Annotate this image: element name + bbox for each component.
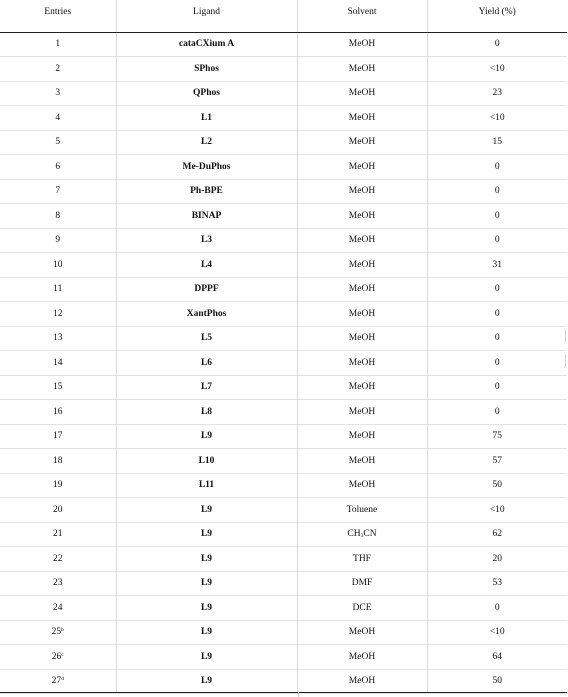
yield-cell: 20 bbox=[427, 547, 567, 572]
yield-cell: <10 bbox=[427, 620, 567, 645]
solvent-name: MeOH bbox=[348, 676, 376, 687]
solvent-cell bbox=[297, 547, 427, 572]
solvent-cell bbox=[297, 106, 427, 131]
table-row bbox=[0, 57, 567, 82]
entry-cell bbox=[0, 449, 116, 474]
solvent-name: MeOH bbox=[348, 259, 376, 270]
ligand-cell: SPhos bbox=[116, 57, 297, 82]
entry-number: 23 bbox=[53, 578, 63, 589]
entry-cell bbox=[0, 179, 116, 204]
ligand-cell: L6 bbox=[116, 351, 297, 376]
header-row bbox=[0, 0, 567, 32]
solvent-name: MeOH bbox=[348, 235, 376, 246]
solvent-name: MeOH bbox=[348, 627, 376, 638]
ligand-cell: L8 bbox=[116, 400, 297, 425]
solvent-name: MeOH bbox=[348, 333, 376, 344]
solvent-name: MeOH bbox=[348, 480, 376, 491]
table-row bbox=[0, 32, 567, 57]
ligand-cell: L11 bbox=[116, 473, 297, 498]
entry-cell bbox=[0, 106, 116, 131]
ligand-cell: L2 bbox=[116, 130, 297, 155]
yield-cell: 0 bbox=[427, 32, 567, 57]
entry-number: 6 bbox=[55, 161, 61, 172]
ligand-cell: L9 bbox=[116, 498, 297, 523]
solvent-cell bbox=[297, 424, 427, 449]
entry-cell bbox=[0, 547, 116, 572]
entry-number: 19 bbox=[53, 480, 63, 491]
solvent-cell bbox=[297, 400, 427, 425]
entry-number: 9 bbox=[55, 235, 61, 246]
table-row bbox=[0, 302, 567, 327]
solvent-cell bbox=[297, 375, 427, 400]
ligand-cell: L9 bbox=[116, 645, 297, 670]
yield-cell: 23 bbox=[427, 81, 567, 106]
ligand-cell: L5 bbox=[116, 326, 297, 351]
entry-cell bbox=[0, 155, 116, 180]
table-row bbox=[0, 326, 567, 351]
entry-number: 18 bbox=[53, 455, 63, 466]
solvent-name: DMF bbox=[351, 578, 373, 589]
solvent-cell bbox=[297, 498, 427, 523]
entry-cell bbox=[0, 57, 116, 82]
ligand-cell: BINAP bbox=[116, 204, 297, 229]
table-header bbox=[0, 0, 567, 32]
solvent-cell bbox=[297, 179, 427, 204]
ligand-cell: L9 bbox=[116, 596, 297, 621]
yield-cell: <10 bbox=[427, 498, 567, 523]
ligand-cell: Me-DuPhos bbox=[116, 155, 297, 180]
entry-cell bbox=[0, 32, 116, 57]
table-row bbox=[0, 179, 567, 204]
table-row bbox=[0, 228, 567, 253]
entry-number: 25 bbox=[51, 627, 62, 638]
solvent-name: MeOH bbox=[348, 651, 376, 662]
header-entries: Entries bbox=[0, 0, 116, 32]
table-row bbox=[0, 277, 567, 302]
entry-cell bbox=[0, 326, 116, 351]
entry-cell bbox=[0, 375, 116, 400]
entry-cell bbox=[0, 277, 116, 302]
entry-number: 4 bbox=[55, 112, 61, 123]
solvent-name: MeOH bbox=[348, 88, 376, 99]
ligand-cell: XantPhos bbox=[116, 302, 297, 327]
table-row bbox=[0, 400, 567, 425]
entry-cell bbox=[0, 596, 116, 621]
solvent-cell bbox=[297, 620, 427, 645]
table-row bbox=[0, 204, 567, 229]
solvent-cell bbox=[297, 522, 427, 547]
entry-number: 27 bbox=[51, 676, 62, 687]
solvent-name: CH bbox=[347, 529, 361, 540]
yield-cell: 0 bbox=[427, 596, 567, 621]
header-yield: Yield (%) bbox=[427, 0, 567, 32]
yield-cell: <10 bbox=[427, 57, 567, 82]
table-row bbox=[0, 645, 567, 670]
ligand-cell: L3 bbox=[116, 228, 297, 253]
ligand-cell: L9 bbox=[116, 571, 297, 596]
header-ligand: Ligand bbox=[116, 0, 297, 32]
table-row bbox=[0, 571, 567, 596]
entry-number: 24 bbox=[53, 602, 63, 613]
entry-footnote-mark: b bbox=[61, 627, 64, 634]
table-row bbox=[0, 351, 567, 376]
table-row bbox=[0, 596, 567, 621]
solvent-name-tail: CN bbox=[363, 529, 377, 540]
ligand-cell: L9 bbox=[116, 669, 297, 694]
yield-cell: 53 bbox=[427, 571, 567, 596]
yield-cell: 50 bbox=[427, 669, 567, 694]
entry-number: 16 bbox=[53, 406, 63, 417]
solvent-name: MeOH bbox=[348, 455, 376, 466]
ligand-cell: L4 bbox=[116, 253, 297, 278]
entry-cell bbox=[0, 645, 116, 670]
solvent-name: MeOH bbox=[348, 137, 376, 148]
yield-cell: 0 bbox=[427, 277, 567, 302]
solvent-cell bbox=[297, 277, 427, 302]
yield-cell: 0 bbox=[427, 155, 567, 180]
solvent-name: MeOH bbox=[348, 112, 376, 123]
entry-number: 21 bbox=[53, 529, 63, 540]
entry-cell bbox=[0, 351, 116, 376]
yield-cell: 0 bbox=[427, 228, 567, 253]
solvent-cell bbox=[297, 351, 427, 376]
table-bottom-rule bbox=[0, 692, 567, 693]
entry-number: 20 bbox=[53, 504, 63, 515]
table-row bbox=[0, 155, 567, 180]
solvent-cell bbox=[297, 130, 427, 155]
entry-cell bbox=[0, 228, 116, 253]
solvent-name: THF bbox=[353, 553, 371, 564]
entry-number: 10 bbox=[53, 259, 63, 270]
table-body bbox=[0, 32, 567, 694]
entry-number: 14 bbox=[53, 357, 63, 368]
yield-cell: 0 bbox=[427, 375, 567, 400]
table-row bbox=[0, 424, 567, 449]
table-row bbox=[0, 106, 567, 131]
solvent-cell bbox=[297, 81, 427, 106]
table-row bbox=[0, 522, 567, 547]
ligand-cell: L9 bbox=[116, 522, 297, 547]
solvent-name: MeOH bbox=[348, 284, 376, 295]
table-row bbox=[0, 547, 567, 572]
entry-number: 8 bbox=[55, 210, 61, 221]
entry-number: 13 bbox=[53, 333, 63, 344]
yield-cell: 75 bbox=[427, 424, 567, 449]
entry-cell bbox=[0, 424, 116, 449]
entry-cell bbox=[0, 81, 116, 106]
solvent-cell bbox=[297, 645, 427, 670]
solvent-cell bbox=[297, 204, 427, 229]
ligand-cell: L1 bbox=[116, 106, 297, 131]
solvent-cell bbox=[297, 155, 427, 180]
solvent-cell bbox=[297, 571, 427, 596]
entry-number: 12 bbox=[53, 308, 63, 319]
entry-cell bbox=[0, 400, 116, 425]
solvent-cell bbox=[297, 228, 427, 253]
edge-mark bbox=[565, 355, 566, 367]
yield-cell: 0 bbox=[427, 204, 567, 229]
entry-number: 5 bbox=[55, 137, 61, 148]
entry-cell bbox=[0, 473, 116, 498]
ligand-cell: L9 bbox=[116, 547, 297, 572]
solvent-name: MeOH bbox=[348, 357, 376, 368]
yield-cell: 31 bbox=[427, 253, 567, 278]
yield-cell: 57 bbox=[427, 449, 567, 474]
entry-number: 7 bbox=[55, 186, 61, 197]
ligand-cell: L9 bbox=[116, 424, 297, 449]
header-solvent: Solvent bbox=[297, 0, 427, 32]
table-row bbox=[0, 449, 567, 474]
solvent-name: DCE bbox=[352, 602, 372, 613]
entry-cell bbox=[0, 571, 116, 596]
entry-number: 1 bbox=[55, 39, 61, 50]
yield-cell: 0 bbox=[427, 351, 567, 376]
solvent-name: Toluene bbox=[346, 504, 378, 515]
table-row bbox=[0, 81, 567, 106]
yield-cell: <10 bbox=[427, 106, 567, 131]
table-row bbox=[0, 669, 567, 694]
solvent-name: MeOH bbox=[348, 161, 376, 172]
solvent-name: MeOH bbox=[348, 406, 376, 417]
solvent-name: MeOH bbox=[348, 382, 376, 393]
solvent-cell bbox=[297, 449, 427, 474]
table-row bbox=[0, 375, 567, 400]
solvent-name: MeOH bbox=[348, 431, 376, 442]
solvent-name: MeOH bbox=[348, 308, 376, 319]
yield-cell: 0 bbox=[427, 326, 567, 351]
entry-number: 26 bbox=[51, 651, 62, 662]
solvent-cell bbox=[297, 596, 427, 621]
ligand-cell: Ph-BPE bbox=[116, 179, 297, 204]
solvent-subscript: 3 bbox=[360, 533, 364, 540]
solvent-cell bbox=[297, 253, 427, 278]
solvent-name: MeOH bbox=[348, 63, 376, 74]
ligand-cell: L9 bbox=[116, 620, 297, 645]
table-row bbox=[0, 498, 567, 523]
table-row bbox=[0, 473, 567, 498]
entry-cell bbox=[0, 253, 116, 278]
entry-number: 15 bbox=[53, 382, 63, 393]
solvent-name: MeOH bbox=[348, 186, 376, 197]
entry-number: 3 bbox=[55, 88, 61, 99]
ligand-cell: QPhos bbox=[116, 81, 297, 106]
ligand-cell: L10 bbox=[116, 449, 297, 474]
solvent-name: MeOH bbox=[348, 39, 376, 50]
table-row bbox=[0, 253, 567, 278]
solvent-cell bbox=[297, 57, 427, 82]
ligand-cell: cataCXium A bbox=[116, 32, 297, 57]
solvent-cell bbox=[297, 32, 427, 57]
entry-number: 22 bbox=[53, 553, 63, 564]
solvent-cell bbox=[297, 302, 427, 327]
yield-cell: 64 bbox=[427, 645, 567, 670]
solvent-name: MeOH bbox=[348, 210, 376, 221]
entry-cell bbox=[0, 669, 116, 694]
table-row bbox=[0, 620, 567, 645]
entry-number: 17 bbox=[53, 431, 63, 442]
edge-mark bbox=[565, 330, 566, 342]
entry-number: 2 bbox=[55, 63, 61, 74]
yield-cell: 0 bbox=[427, 179, 567, 204]
edge-mark bbox=[298, 692, 299, 697]
solvent-cell bbox=[297, 669, 427, 694]
solvent-cell bbox=[297, 473, 427, 498]
entry-cell bbox=[0, 130, 116, 155]
ligand-cell: L7 bbox=[116, 375, 297, 400]
yield-cell: 15 bbox=[427, 130, 567, 155]
yield-cell: 0 bbox=[427, 302, 567, 327]
entry-cell bbox=[0, 522, 116, 547]
entry-footnote-mark: c bbox=[61, 651, 64, 658]
entry-cell bbox=[0, 302, 116, 327]
yield-cell: 62 bbox=[427, 522, 567, 547]
entry-number: 11 bbox=[53, 284, 63, 295]
entry-footnote-mark: d bbox=[61, 676, 64, 683]
entry-cell bbox=[0, 204, 116, 229]
entry-cell bbox=[0, 620, 116, 645]
table-row bbox=[0, 130, 567, 155]
ligand-cell: DPPF bbox=[116, 277, 297, 302]
yield-cell: 50 bbox=[427, 473, 567, 498]
entry-cell bbox=[0, 498, 116, 523]
yield-cell: 0 bbox=[427, 400, 567, 425]
solvent-cell bbox=[297, 326, 427, 351]
